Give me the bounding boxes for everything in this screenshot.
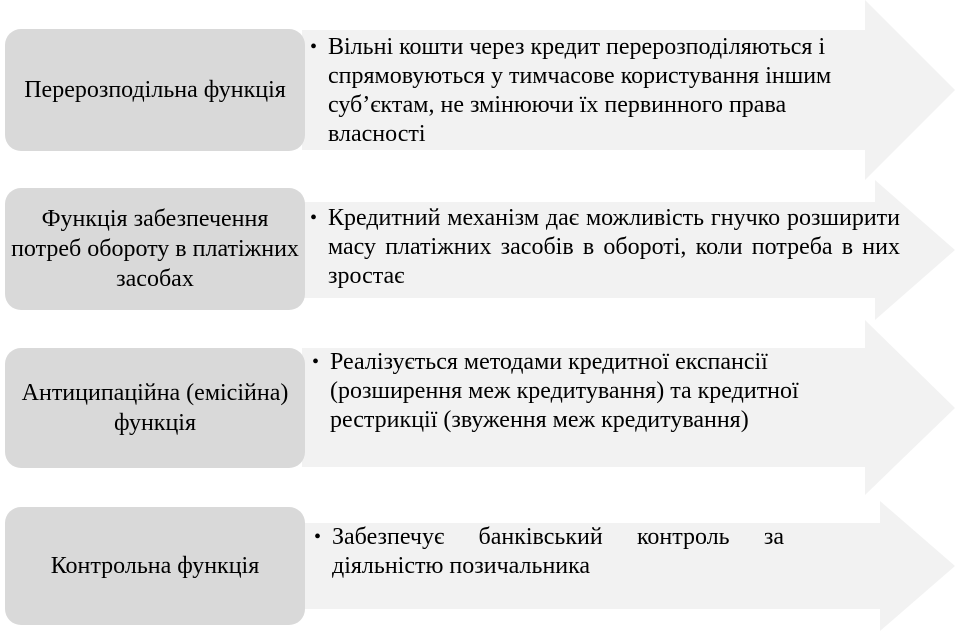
function-description-text: Вільні кошти через кредит перерозподіляються і спрямовуються у тимчасове користування іншим суб’єктам, не змінюючи їх первинного права власності (328, 34, 832, 147)
function-label-box (5, 29, 305, 151)
bullet-icon: • (310, 207, 318, 229)
function-label: Функція забезпечення потреб обороту в платіжних засобах (11, 206, 299, 292)
function-description (312, 348, 872, 435)
function-label-box (5, 348, 305, 468)
function-row (0, 495, 955, 636)
function-row (0, 0, 955, 180)
function-row (0, 320, 955, 495)
function-description (314, 523, 784, 581)
function-label-box (5, 188, 305, 310)
function-label-box (5, 507, 305, 625)
function-row (0, 160, 955, 330)
function-description-text: Кредитний механізм дає можливість гнучко розширити масу платіжних засобів в обороті, коли потреба в них зростає (328, 205, 900, 289)
function-label: Антиципаційна (емісійна) функція (21, 380, 289, 436)
bullet-icon: • (312, 351, 320, 373)
function-label: Контрольна функція (50, 553, 260, 579)
function-description-text: Реалізується методами кредитної експансії (розширення меж кредитування) та кредитної рестрикції (звуження меж кредитування) (330, 349, 799, 433)
function-description (310, 204, 900, 291)
function-label: Перерозподільна функція (24, 77, 286, 103)
function-description (310, 33, 870, 149)
bullet-icon: • (310, 36, 318, 58)
bullet-icon: • (314, 526, 322, 548)
function-description-text: Забезпечує банківський контроль за діяльністю позичальника (332, 524, 784, 579)
